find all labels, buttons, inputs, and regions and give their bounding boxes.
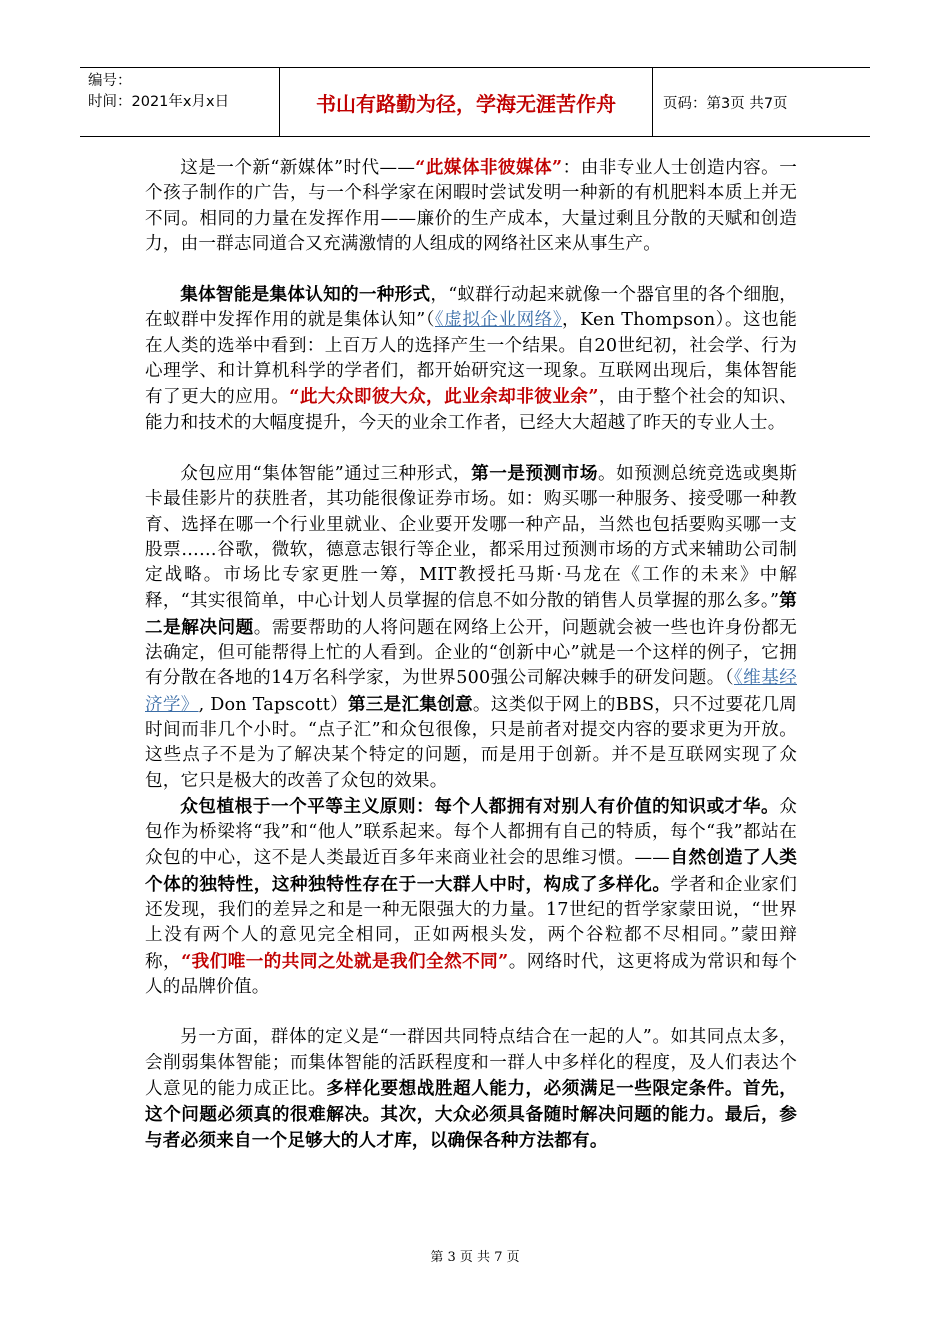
highlight-quote: “此媒体非彼媒体” [415, 157, 563, 178]
text-run: , Don Tapscott） [198, 694, 348, 715]
text-run: 众包应用“集体智能”通过三种形式， [180, 463, 472, 484]
paragraph-egalitarian [145, 794, 797, 1000]
text-run: ：由非专业人士创造内容。一个孩子制作的广告，与一个科学家在闲暇时尝试发明一种新的有机肥料本质上并无不同。相同的力量在发挥作用——廉价的生产成本，大量过剩且分散的天赋和创造力，由一群志同道合又充满激情的人组成的网络社区来从事生产。 [145, 158, 798, 254]
text-run: ，“蚁群行动起来就像一个器官里的各个细胞，在蚁群中发挥作用的就是集体认知”（ [145, 285, 797, 331]
book-link-wikinomics[interactable]: 《维基经济学》 [145, 668, 797, 715]
bold-lead: 众包植根于一个平等主义原则：每个人都拥有对别人有价值的知识或才华。 [180, 795, 780, 817]
text-run: ，Ken Thompson）。这也能在人类的选举中看到：上百万人的选择产生一个结果。自20世纪初，社会学、行为心理学、和计算机科学的学者们，都开始研究这一现象。互联网出现后，集体智能有了更大的应用。 [145, 310, 797, 408]
bold-lead: 集体智能是集体认知的一种形式 [180, 284, 431, 306]
bold-lead: 第一是预测市场 [471, 462, 598, 484]
paragraph-spacer [145, 1000, 797, 1025]
paragraph-three-forms [145, 461, 797, 794]
text-run: 。需要帮助的人将问题在网络上公开，问题就会被一些也许身份都无法确定，但可能帮得上忙的人看到。企业的“创新中心”就是一个这样的例子，它拥有分散在各地的14万名科学家，为世界500强公司解决棘手的研发问题。（ [145, 617, 797, 689]
bold-lead: 自然创造了人类个体的独特性，这种独特性存在于一大群人中时，构成了多样化。 [145, 847, 797, 895]
header-meta [80, 68, 280, 136]
page-header [80, 67, 870, 137]
highlight-quote: “我们唯一的共同之处就是我们全然不同” [181, 950, 509, 972]
paragraph-spacer [145, 436, 797, 461]
text-run: 学者和企业家们还发现，我们的差异之和是一种无限强大的力量。17世纪的哲学家蒙田说，“世界上没有两个人的意见完全相同，正如两根头发，两个谷粒都不尽相同。”蒙田辩称， [145, 874, 797, 972]
text-run: 众包作为桥梁将“我”和“他人”联系起来。每个人都拥有自己的特质，每个“我”都站在众包的中心，这不是人类最近百多年来商业社会的思维习惯。—— [145, 796, 797, 869]
text-run: 。这类似于网上的BBS，只不过要花几周时间而非几个小时。“点子汇”和众包很像，只是前者对提交内容的要求更为开放。这些点子不是为了解决某个特定的问题，而是用于创新。并不是互联网实现了众包，它只是极大的改善了众包的效果。 [145, 694, 798, 791]
paragraph-spacer [145, 257, 797, 282]
paragraph-group-definition [145, 1025, 797, 1154]
text-run: 。网络时代，这更将成为常识和每个人的品牌价值。 [145, 951, 798, 997]
highlight-quote: “此大众即彼大众，此业余却非彼业余” [289, 386, 599, 408]
text-run: 这是一个新“新媒体”时代—— [180, 158, 416, 178]
text-run: 另一方面，群体的定义是“一群因共同特点结合在一起的人”。如其同点太多，会削弱集体智能；而集体智能的活跃程度和一群人中多样化的程度，及人们表达个人意见的能力成正比。 [145, 1027, 797, 1099]
page-footer: 第 3 页 共 7 页 [430, 1250, 520, 1265]
bold-lead: 多样化要想战胜超人能力，必须满足一些限定条件。首先，这个问题必须真的很难解决。其次，大众必须具备随时解决问题的能力。最后，参与者必须来自一个足够大的人才库，以确保各种方法都有。 [145, 1077, 797, 1152]
document-body [145, 155, 797, 1155]
paragraph-new-media [145, 155, 797, 257]
document-date-label: 时间：2021年x月x日 [88, 94, 230, 110]
header-motto: 书山有路勤为径，学海无涯苦作舟 [280, 68, 653, 136]
bold-lead: 第三是汇集创意 [347, 693, 473, 715]
text-run: 。如预测总统竞选或奥斯卡最佳影片的获胜者，其功能很像证券市场。如：购买哪一种服务、接受哪一种教育、选择在哪一个行业里就业、企业要开发哪一种产品，当然也包括要购买哪一支股票……谷歌，微软，德意志银行等企业，都采用过预测市场的方式来辅助公司制定战略。市场比专家更胜一筹，MIT教授托马斯·马龙在《工作的未来》中解释，“其实很简单，中心计划人员掌握的信息不如分散的销售人员掌握的那么多。” [145, 463, 798, 612]
document-number-label: 编号： [88, 73, 132, 89]
text-run: ，由于整个社会的知识、能力和技术的大幅度提升，今天的业余工作者，已经大大超越了昨天的专业人士。 [145, 387, 798, 433]
header-page-number: 页码：第3页 共7页 [663, 95, 788, 112]
book-link-virtual-enterprise[interactable]: 《虚拟企业网络》 [434, 310, 563, 331]
paragraph-collective-intelligence [145, 282, 797, 436]
bold-lead: 第二是解决问题 [145, 590, 797, 638]
